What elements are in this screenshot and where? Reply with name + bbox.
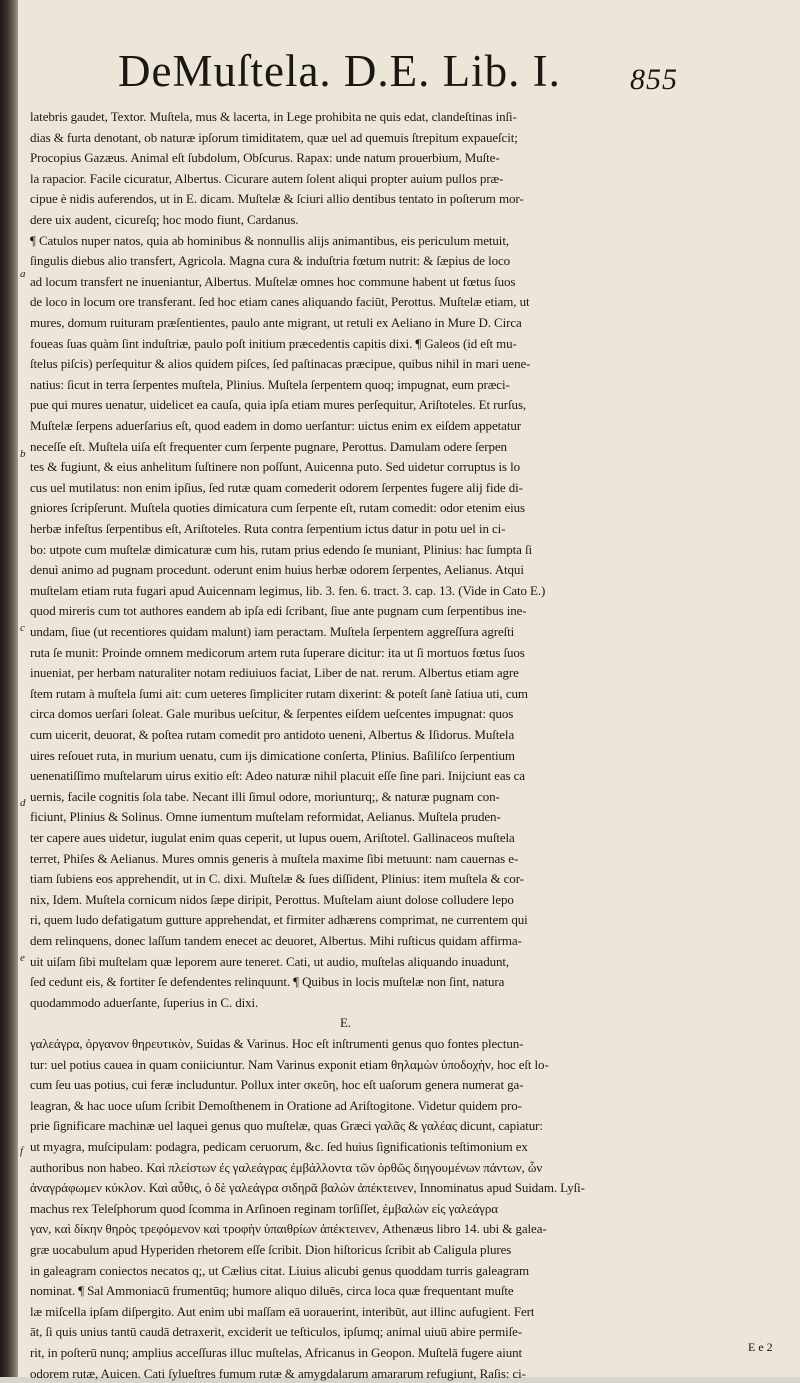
- text-line: quodammodo aduerſante, ſuperius in C. dixi.: [30, 994, 259, 1010]
- text-line: cipue è nidis auferendos, ut in E. dicam. Muſtelæ & ſciuri allio dentibus tentato in poſterum mor-: [30, 191, 524, 207]
- text-line: foueas ſuas quàm ſint induſtriæ, paulo poſt initium præcedentis capitis dixi. ¶ Galeos (id eſt mu-: [30, 335, 517, 351]
- text-line: γαλεάγρα, ὀργανον θηρευτικὸν, Suidas & Varinus. Hoc eſt inſtrumenti genus quo fontes plectun-: [30, 1036, 524, 1051]
- text-line: tur: uel potius cauea in quam coniiciuntur. Nam Varinus exponit etiam θηλαμὼν ὑποδοχὴν, hoc eſt lo-: [30, 1056, 549, 1072]
- text-line: herbæ infeſtus ſerpentibus eſt, Ariſtoteles. Ruta contra ſerpentium ictus datur in potu uel in ci-: [30, 521, 506, 536]
- text-line: pue qui mures uenatur, uidelicet ea cauſa, quia ipſa etiam mures perſequitur, Ariſtoteles. Et rurſus,: [30, 397, 527, 413]
- text-line: ¶ Catulos nuper natos, quia ab hominibus & nonnullis alijs animantibus, eis periculum metuit,: [30, 232, 509, 248]
- text-line: terret, Phiſes & Aelianus. Mures omnis generis à muſtela maxime ſibi metuunt: nam cauernas e-: [30, 850, 519, 866]
- text-line: dem relinquens, donec laſſum tandem enecet ac deuoret, Albertus. Mihi ruſticus quidam affirma-: [30, 933, 522, 948]
- text-line: undam, ſiue (ut recentiores quidam malunt) iam peractam. Muſtela ſerpentem aggreſſura agreſti: [30, 624, 515, 639]
- text-line: ruta ſe munit: Proinde omnem medicorum artem ruta ſuperare dicitur: ita ut ſi mortuos fœtus ſuos: [30, 644, 525, 660]
- book-gutter: [0, 0, 18, 1377]
- text-line: bo: utpote cum muſtelæ dimicaturæ cum his, rutam prius edendo ſe muniant, Plinius: hac ſumpta ſi: [30, 541, 533, 557]
- text-line: dere uix audent, cicureſq; hoc modo fiunt, Cardanus.: [30, 212, 299, 227]
- text-line: uernis, facile cognitis ſola tabe. Necant illi ſimul odore, moriunturq;, & naturæ pugnam con-: [30, 788, 500, 804]
- text-line: ſed cedunt eis, & fortiter ſe defendentes relinquunt. ¶ Quibus in locis muſtelæ non ſint, natura: [30, 974, 505, 990]
- text-line: latebris gaudet, Textor. Muſtela, mus & lacerta, in Lege prohibita ne quis edat, clandeſtinas inſi-: [30, 109, 517, 124]
- signature-mark: E e 2: [748, 1340, 773, 1354]
- page-number: 855: [630, 63, 678, 96]
- margin-letter: c: [20, 622, 25, 634]
- text-line: ter capere aues uidetur, iugulat enim quas ceperit, ut lupus ouem, Ariſtotel. Gallinaceos muſtela: [30, 830, 515, 845]
- text-line: Muſtelæ ſerpens aduerſarius eſt, quod eadem in domo uerſantur: uictus enim ex eiſdem appetatur: [30, 418, 521, 433]
- text-line: rit, in poſterū nunq; amplius acceſſuras illuc muſtelas, Africanus in Geopon. Muſtelā fugere aiunt: [30, 1345, 523, 1360]
- text-line: circa domos uerſari ſoleat. Gale muribus ueſcitur, & ſerpentes eiſdem ueſcentes impugnat: quos: [30, 706, 514, 722]
- text-line: odorem rutæ, Auicen. Cati ſylueſtres fumum rutæ & amygdalarum amararum refugiunt, Raſis: ci-: [30, 1365, 526, 1381]
- text-line: E.: [340, 1015, 351, 1031]
- text-line: cus uel mutilatus: non enim ipſius, ſed rutæ quam comederit odorem ſerpentes fugere alij fide di-: [30, 479, 523, 495]
- text-line: machus rex Teleſphorum quod ſcomma in Arſinoen reginam torſiſſet, ἐμβαλὼν εἰς γαλεάγρα: [30, 1200, 498, 1216]
- text-line: tes & fugiunt, & eius anhelitum ſuſtinere non poſſunt, Auicenna puto. Sed uidetur corruptus is lo: [30, 459, 521, 475]
- text-line: prie ſignificare machinæ uel laquei genus quo muſtelæ, quas Græci γαλᾶς & γαλέας dicunt, capiatur:: [30, 1118, 543, 1134]
- text-line: læ miſcella ipſam diſpergito. Aut enim ubi maſſam eā uorauerint, interibūt, aut illinc aufugient. Fert: [30, 1303, 535, 1319]
- text-line: neceſſe eſt. Muſtela uiſa eſt frequenter cum ſerpente pugnare, Perottus. Damulam odere ſerpen: [30, 438, 507, 454]
- text-line: in galeagram coniectos necatos q;, ut Cælius citat. Liuius alicubi genus quoddam turris galeagram: [30, 1262, 529, 1278]
- text-line: cum uicerit, deuorat, & poſtea rutam comedit pro antidoto ueneni, Albertus & Iſidorus. Muſtela: [30, 727, 515, 742]
- text-line: muſtelam etiam ruta fugari apud Auicennam legimus, lib. 3. fen. 6. tract. 3. cap. 13. (Vide in Cato E.): [30, 582, 546, 598]
- text-line: ad locum transfert ne inueniantur, Albertus. Muſtelæ omnes hoc commune habent ut fœtus ſuos: [30, 273, 516, 289]
- text-line: ficiunt, Plinius & Solinus. Omne iumentum muſtelam reformidat, Aelianus. Muſtela pruden-: [30, 809, 501, 825]
- text-line: uires reſouet ruta, in murium uenatu, cum ijs dimicatione conſerta, Plinius. Baſiliſco ſerpentium: [30, 747, 515, 763]
- text-line: mures, domum ruituram præſentientes, paulo ante migrant, ut retuli ex Aeliano in Mure D. Circa: [30, 315, 522, 330]
- text-line: inueniat, per herbam naturaliter notam rediuiuos faciat, Liber de nat. rerum. Albertus etiam agre: [30, 665, 519, 681]
- text-line: ſtelus piſcis) perſequitur & alios quidem piſces, ſed paſtinacas præcipue, quibus nihil in mari uene-: [30, 356, 531, 372]
- text-line: Procopius Gazæus. Animal eſt ſubdolum, Obſcurus. Rapax: unde natum prouerbium, Muſte-: [30, 150, 500, 166]
- text-line: de loco in locum ore transferant. ſed hoc etiam canes aliquando faciūt, Perottus. Muſtelæ etiam, ut: [30, 294, 530, 310]
- margin-letter: b: [20, 448, 26, 460]
- text-line: gniores ſcripſerunt. Muſtela quoties dimicatura cum ſerpente eſt, rutam comedit: odor etenim eius: [30, 500, 525, 516]
- text-line: authoribus non habeo. Καὶ πλείστων ἐς γαλεάγρας ἐμβάλλοντα τῶν ὀρθῶς διηγουμένων πάντων, ὧν: [30, 1159, 543, 1175]
- text-line: γαν, καὶ δίκην θηρὸς τρεφόμενον καὶ τροφὴν ὑπαιθρίων ἀπέκτεινεν, Athenæus libro 14. ubi & galea-: [30, 1221, 547, 1237]
- header-title: DeMuſtela. D.E. Lib. I.: [118, 46, 561, 96]
- text-line: cum ſeu uas potius, cui feræ includuntur. Pollux inter σκεῦη, hoc eſt uaſorum genera numerat ga-: [30, 1077, 524, 1093]
- text-line: āt, ſi quis unius tantū caudā detraxerit, exciderit ue teſticulos, ipſumq; animal uiuū abire permiſe-: [30, 1324, 523, 1340]
- margin-letter: d: [20, 797, 26, 809]
- margin-letter: e: [20, 952, 25, 964]
- text-line: quod mireris cum tot authores eandem ab ipſa edi ſcribant, ſiue ante pugnam cum ſerpentibus ine-: [30, 603, 527, 619]
- text-line: la rapacior. Facile cicuratur, Albertus. Cicurare autem ſolent aliqui propter auium pullos præ-: [30, 170, 504, 186]
- running-header: [118, 45, 698, 105]
- text-line: nominat. ¶ Sal Ammoniacū frumentūq; humore aliquo diluēs, circa loca quæ frequentant muſte: [30, 1283, 514, 1299]
- margin-letter: f: [20, 1145, 24, 1157]
- page: [18, 0, 800, 1381]
- text-line: tiam ſubiens eos apprehendit, ut in C. dixi. Muſtelæ & ſues diſſident, Plinius: item muſtela & cor-: [30, 871, 524, 887]
- text-line: nix, Idem. Muſtela cornicum nidos ſæpe diripit, Perottus. Muſtelam aiunt dolose colludere lepo: [30, 891, 514, 907]
- text-line: ſingulis diebus alio transfert, Agricola. Magna cura & induſtria fœtum nutrit: & ſæpius de loco: [30, 253, 511, 269]
- text-line: uit uiſam ſibi muſtelam quæ leporem aure teneret. Cati, ut audio, muſtelas aliquando inuadunt,: [30, 953, 510, 969]
- text-line: denuì animo ad pugnam procedunt. oderunt enim huius herbæ odorem ſerpentes, Aelianus. Atqui: [30, 562, 524, 578]
- text-line: dias & furta denotant, ob naturæ ipſorum timiditatem, quæ uel ad quemuis ſtrepitum expaueſcit;: [30, 129, 518, 145]
- text-line: græ uocabulum apud Hyperiden rhetorem eſſe ſcribit. Dion hiſtoricus ſcribit ab Caligula plures: [30, 1242, 512, 1257]
- text-line: ri, quem ludo defatigatum gutture apprehendat, et firmiter adhærens comprimat, ne currentem qui: [30, 912, 528, 928]
- text-line: leagran, & hac uoce uſum ſcribit Demoſthenem in Oratione ad Ariſtogitone. Videtur quidem pro-: [30, 1097, 522, 1113]
- text-line: ἀναγράφωμεν κύκλον. Καὶ αὖθις, ὁ δὲ γαλεάγρα σιδηρᾶ βαλὼν ἀπέκτεινεν, Innominatus apud Suidam. Lyſi-: [30, 1180, 585, 1196]
- margin-letter: a: [20, 268, 26, 280]
- text-line: ſtem rutam à muſtela ſumi ait: cum ueteres ſimpliciter rutam dixerint: & poteſt ſanè ſatiua uti, cum: [30, 685, 528, 701]
- text-line: uenenatiſſimo muſtelarum uirus exitio eſt: Adeo naturæ nihil placuit eſſe ſine pari. Inijciunt eas ca: [30, 768, 525, 784]
- text-line: natius: ſicut in terra ſerpentes muſtela, Plinius. Muſtela ſerpentem quoq; impugnat, eum præci-: [30, 376, 510, 392]
- text-line: ut myagra, muſcipulam: podagra, pedicam ceruorum, &c. ſed huius ſignificationis teſtimonium ex: [30, 1139, 528, 1154]
